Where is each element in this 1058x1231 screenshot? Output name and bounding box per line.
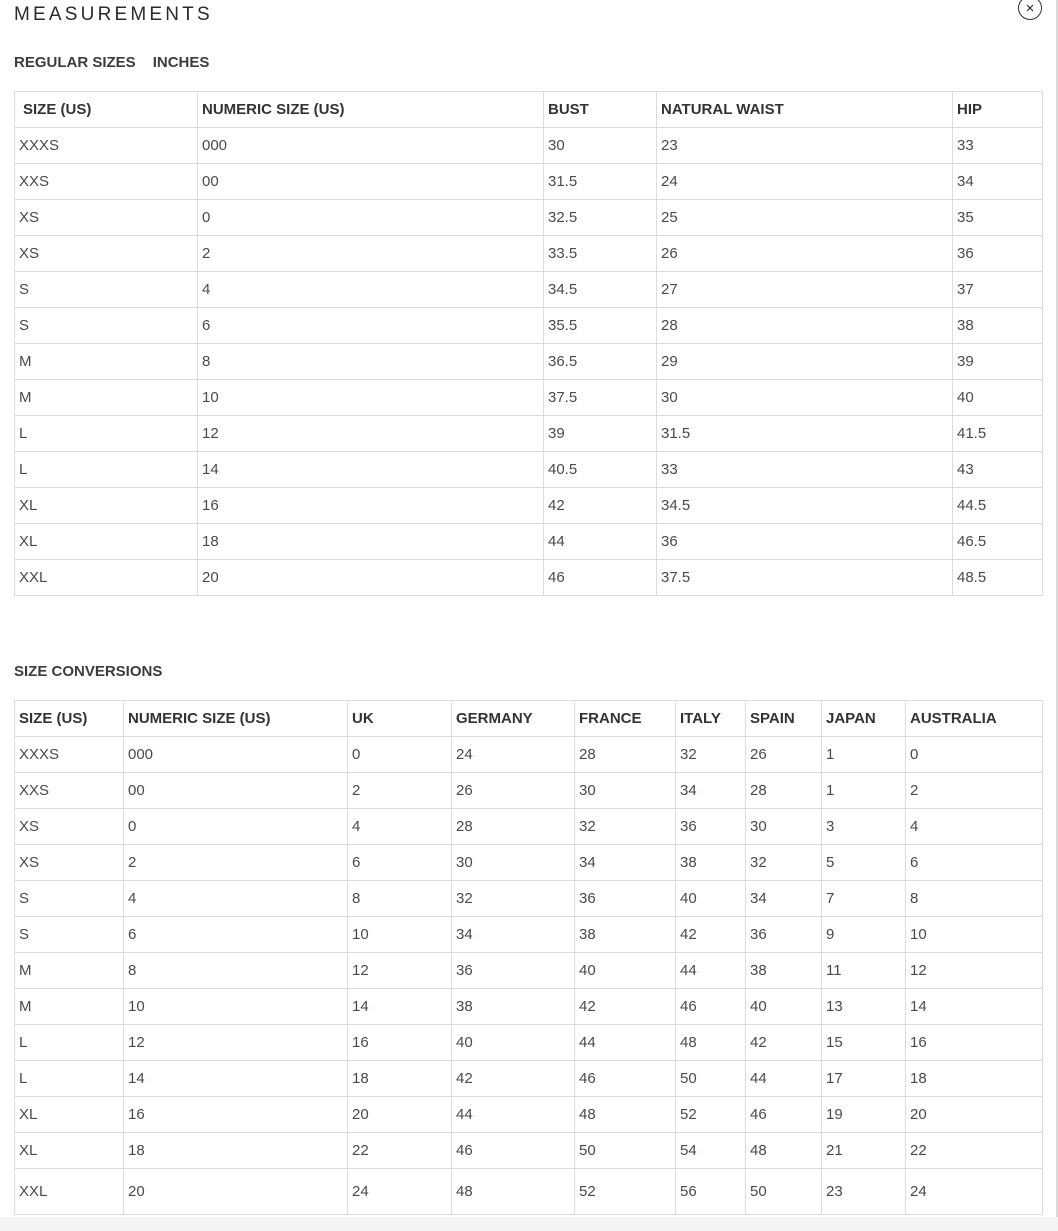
table-cell: 41.5 xyxy=(953,416,1043,452)
table-cell: 30 xyxy=(544,128,657,164)
table-cell: 22 xyxy=(348,1133,452,1169)
table-cell: 38 xyxy=(452,989,575,1025)
table-cell: 37.5 xyxy=(657,560,953,596)
conversions-column-header: SIZE (US) xyxy=(15,701,124,737)
conversions-column-header: GERMANY xyxy=(452,701,575,737)
table-cell: 46 xyxy=(676,989,746,1025)
table-cell: 6 xyxy=(906,845,1043,881)
table-cell: 34 xyxy=(953,164,1043,200)
table-cell: 4 xyxy=(348,809,452,845)
size-conversions-table xyxy=(14,700,1043,1215)
table-cell: XS xyxy=(15,236,198,272)
table-cell: 20 xyxy=(124,1169,348,1215)
table-cell: 18 xyxy=(906,1061,1043,1097)
table-cell: 24 xyxy=(348,1169,452,1215)
table-cell: 5 xyxy=(822,845,906,881)
table-row xyxy=(15,128,1043,164)
close-button[interactable] xyxy=(1018,0,1042,20)
table-row xyxy=(15,989,1043,1025)
table-cell: 37.5 xyxy=(544,380,657,416)
table-cell: 42 xyxy=(575,989,676,1025)
table-row xyxy=(15,953,1043,989)
table-cell: M xyxy=(15,989,124,1025)
table-cell: 36 xyxy=(746,917,822,953)
table-cell: 38 xyxy=(746,953,822,989)
table-cell: 50 xyxy=(676,1061,746,1097)
conversions-column-header: SPAIN xyxy=(746,701,822,737)
table-cell: XS xyxy=(15,809,124,845)
table-cell: 31.5 xyxy=(544,164,657,200)
table-cell: 14 xyxy=(198,452,544,488)
table-row xyxy=(15,881,1043,917)
table-cell: 37 xyxy=(953,272,1043,308)
table-cell: 34.5 xyxy=(544,272,657,308)
table-cell: 30 xyxy=(657,380,953,416)
table-cell: 48 xyxy=(452,1169,575,1215)
table-cell: XXS xyxy=(15,164,198,200)
table-cell: XL xyxy=(15,488,198,524)
table-cell: 0 xyxy=(348,737,452,773)
table-cell: 40 xyxy=(746,989,822,1025)
table-cell: 1 xyxy=(822,737,906,773)
table-cell: 36 xyxy=(452,953,575,989)
table-cell: 46 xyxy=(746,1097,822,1133)
table-cell: 36 xyxy=(953,236,1043,272)
table-cell: 46 xyxy=(575,1061,676,1097)
table-cell: M xyxy=(15,380,198,416)
table-cell: 4 xyxy=(906,809,1043,845)
table-cell: 16 xyxy=(906,1025,1043,1061)
table-cell: 28 xyxy=(657,308,953,344)
table-cell: 34 xyxy=(746,881,822,917)
table-cell: 25 xyxy=(657,200,953,236)
table-row xyxy=(15,773,1043,809)
table-cell: 13 xyxy=(822,989,906,1025)
table-cell: 44.5 xyxy=(953,488,1043,524)
modal-title: MEASUREMENTS xyxy=(14,4,213,25)
table-row xyxy=(15,236,1043,272)
table-cell: 29 xyxy=(657,344,953,380)
conversions-column-header: JAPAN xyxy=(822,701,906,737)
table-cell: 00 xyxy=(124,773,348,809)
table-cell: 12 xyxy=(198,416,544,452)
table-cell: 34 xyxy=(676,773,746,809)
table-cell: 33 xyxy=(657,452,953,488)
table-cell: L xyxy=(15,452,198,488)
table-cell: XL xyxy=(15,1097,124,1133)
table-cell: 14 xyxy=(906,989,1043,1025)
table-cell: 6 xyxy=(124,917,348,953)
table-cell: 32 xyxy=(452,881,575,917)
table-cell: 30 xyxy=(452,845,575,881)
table-cell: 8 xyxy=(124,953,348,989)
table-cell: 4 xyxy=(198,272,544,308)
table-cell: 39 xyxy=(953,344,1043,380)
table-cell: 0 xyxy=(906,737,1043,773)
measurements-table-header xyxy=(15,92,1043,128)
table-row xyxy=(15,1061,1043,1097)
table-cell: XXXS xyxy=(15,128,198,164)
table-cell: 14 xyxy=(348,989,452,1025)
conversions-column-header: UK xyxy=(348,701,452,737)
table-cell: 16 xyxy=(348,1025,452,1061)
table-cell: M xyxy=(15,344,198,380)
table-cell: 40 xyxy=(452,1025,575,1061)
table-cell: 36.5 xyxy=(544,344,657,380)
table-row xyxy=(15,344,1043,380)
table-row xyxy=(15,1133,1043,1169)
table-cell: 000 xyxy=(198,128,544,164)
table-cell: 38 xyxy=(953,308,1043,344)
table-cell: 20 xyxy=(198,560,544,596)
table-row xyxy=(15,380,1043,416)
table-cell: 32 xyxy=(575,809,676,845)
table-row xyxy=(15,488,1043,524)
table-cell: 48 xyxy=(676,1025,746,1061)
table-cell: 3 xyxy=(822,809,906,845)
table-cell: 38 xyxy=(676,845,746,881)
table-row xyxy=(15,416,1043,452)
table-cell: 6 xyxy=(198,308,544,344)
table-cell: 36 xyxy=(657,524,953,560)
table-cell: 30 xyxy=(746,809,822,845)
table-cell: 40 xyxy=(575,953,676,989)
table-cell: 20 xyxy=(348,1097,452,1133)
conversions-column-header: FRANCE xyxy=(575,701,676,737)
size-conversions-heading: SIZE CONVERSIONS xyxy=(14,663,163,680)
table-cell: 42 xyxy=(452,1061,575,1097)
table-cell: 24 xyxy=(906,1169,1043,1215)
conversions-column-header: ITALY xyxy=(676,701,746,737)
table-cell: 1 xyxy=(822,773,906,809)
table-cell: 44 xyxy=(746,1061,822,1097)
table-cell: 0 xyxy=(124,809,348,845)
table-cell: 33.5 xyxy=(544,236,657,272)
table-cell: 23 xyxy=(657,128,953,164)
table-cell: 35 xyxy=(953,200,1043,236)
table-cell: 34.5 xyxy=(657,488,953,524)
table-cell: 42 xyxy=(676,917,746,953)
table-cell: 28 xyxy=(452,809,575,845)
table-cell: 26 xyxy=(452,773,575,809)
table-cell: 28 xyxy=(746,773,822,809)
table-cell: 22 xyxy=(906,1133,1043,1169)
table-cell: 40 xyxy=(676,881,746,917)
table-cell: XS xyxy=(15,200,198,236)
table-cell: 26 xyxy=(657,236,953,272)
table-row xyxy=(15,200,1043,236)
table-cell: 2 xyxy=(198,236,544,272)
table-cell: 18 xyxy=(348,1061,452,1097)
table-cell: 21 xyxy=(822,1133,906,1169)
table-cell: 19 xyxy=(822,1097,906,1133)
table-cell: 12 xyxy=(124,1025,348,1061)
table-cell: 52 xyxy=(575,1169,676,1215)
table-cell: XXL xyxy=(15,1169,124,1215)
table-cell: 44 xyxy=(452,1097,575,1133)
conversions-table-body xyxy=(15,737,1043,1215)
table-cell: 46.5 xyxy=(953,524,1043,560)
table-row xyxy=(15,737,1043,773)
table-cell: 18 xyxy=(124,1133,348,1169)
regular-sizes-label: REGULAR SIZES xyxy=(14,54,136,71)
table-cell: 31.5 xyxy=(657,416,953,452)
table-cell: 34 xyxy=(575,845,676,881)
table-cell: XXXS xyxy=(15,737,124,773)
table-cell: XL xyxy=(15,524,198,560)
table-cell: 8 xyxy=(906,881,1043,917)
table-cell: 46 xyxy=(452,1133,575,1169)
table-cell: 16 xyxy=(124,1097,348,1133)
table-cell: 26 xyxy=(746,737,822,773)
table-cell: 2 xyxy=(906,773,1043,809)
table-cell: 18 xyxy=(198,524,544,560)
table-row xyxy=(15,809,1043,845)
measurements-column-header: BUST xyxy=(544,92,657,128)
table-cell: 10 xyxy=(348,917,452,953)
table-cell: 50 xyxy=(746,1169,822,1215)
table-cell: 12 xyxy=(348,953,452,989)
table-cell: 36 xyxy=(575,881,676,917)
table-cell: M xyxy=(15,953,124,989)
table-cell: 54 xyxy=(676,1133,746,1169)
table-cell: 28 xyxy=(575,737,676,773)
table-cell: 40 xyxy=(953,380,1043,416)
table-cell: 6 xyxy=(348,845,452,881)
measurements-heading xyxy=(14,54,226,71)
table-cell: 11 xyxy=(822,953,906,989)
table-row xyxy=(15,308,1043,344)
measurements-table-body xyxy=(15,128,1043,596)
table-cell: S xyxy=(15,917,124,953)
conversions-column-header: AUSTRALIA xyxy=(906,701,1043,737)
table-cell: S xyxy=(15,881,124,917)
table-row xyxy=(15,1097,1043,1133)
table-cell: 42 xyxy=(746,1025,822,1061)
table-cell: 4 xyxy=(124,881,348,917)
table-cell: 2 xyxy=(348,773,452,809)
table-cell: 48 xyxy=(575,1097,676,1133)
table-cell: 36 xyxy=(676,809,746,845)
table-row xyxy=(15,524,1043,560)
close-icon: × xyxy=(1025,0,1035,17)
table-cell: 34 xyxy=(452,917,575,953)
table-cell: 16 xyxy=(198,488,544,524)
table-cell: 24 xyxy=(657,164,953,200)
table-cell: 30 xyxy=(575,773,676,809)
table-cell: 15 xyxy=(822,1025,906,1061)
table-cell: 56 xyxy=(676,1169,746,1215)
table-cell: S xyxy=(15,308,198,344)
table-cell: 43 xyxy=(953,452,1043,488)
table-cell: 10 xyxy=(906,917,1043,953)
conversions-column-header: NUMERIC SIZE (US) xyxy=(124,701,348,737)
table-cell: S xyxy=(15,272,198,308)
table-cell: 50 xyxy=(575,1133,676,1169)
measurements-column-header: SIZE (US) xyxy=(15,92,198,128)
measurements-column-header: HIP xyxy=(953,92,1043,128)
conversions-table-header xyxy=(15,701,1043,737)
table-cell: 17 xyxy=(822,1061,906,1097)
table-cell: L xyxy=(15,416,198,452)
table-row xyxy=(15,272,1043,308)
table-cell: 0 xyxy=(198,200,544,236)
table-cell: 48.5 xyxy=(953,560,1043,596)
table-row xyxy=(15,917,1043,953)
measurements-table xyxy=(14,91,1043,596)
table-cell: XS xyxy=(15,845,124,881)
table-row xyxy=(15,560,1043,596)
table-cell: 23 xyxy=(822,1169,906,1215)
table-cell: 000 xyxy=(124,737,348,773)
table-cell: L xyxy=(15,1025,124,1061)
measurements-column-header: NUMERIC SIZE (US) xyxy=(198,92,544,128)
table-cell: 7 xyxy=(822,881,906,917)
table-cell: 10 xyxy=(124,989,348,1025)
table-cell: 12 xyxy=(906,953,1043,989)
table-cell: 32 xyxy=(676,737,746,773)
table-cell: 48 xyxy=(746,1133,822,1169)
table-cell: L xyxy=(15,1061,124,1097)
table-cell: 42 xyxy=(544,488,657,524)
table-cell: 10 xyxy=(198,380,544,416)
measurements-column-header: NATURAL WAIST xyxy=(657,92,953,128)
table-cell: 14 xyxy=(124,1061,348,1097)
table-cell: 44 xyxy=(676,953,746,989)
table-cell: 39 xyxy=(544,416,657,452)
units-label: INCHES xyxy=(152,54,210,71)
table-row xyxy=(15,1025,1043,1061)
table-cell: 00 xyxy=(198,164,544,200)
table-row xyxy=(15,452,1043,488)
table-cell: 20 xyxy=(906,1097,1043,1133)
table-cell: 44 xyxy=(544,524,657,560)
table-cell: 8 xyxy=(198,344,544,380)
bottom-edge xyxy=(0,1217,1058,1231)
table-cell: XXL xyxy=(15,560,198,596)
table-cell: 40.5 xyxy=(544,452,657,488)
table-cell: 44 xyxy=(575,1025,676,1061)
table-row xyxy=(15,845,1043,881)
table-cell: 9 xyxy=(822,917,906,953)
table-cell: 46 xyxy=(544,560,657,596)
table-cell: XXS xyxy=(15,773,124,809)
table-row xyxy=(15,164,1043,200)
table-cell: 32.5 xyxy=(544,200,657,236)
table-cell: 32 xyxy=(746,845,822,881)
table-row xyxy=(15,1169,1043,1215)
table-cell: 38 xyxy=(575,917,676,953)
table-cell: 8 xyxy=(348,881,452,917)
table-cell: XL xyxy=(15,1133,124,1169)
table-cell: 27 xyxy=(657,272,953,308)
table-cell: 35.5 xyxy=(544,308,657,344)
table-cell: 2 xyxy=(124,845,348,881)
table-cell: 24 xyxy=(452,737,575,773)
table-cell: 52 xyxy=(676,1097,746,1133)
table-cell: 33 xyxy=(953,128,1043,164)
